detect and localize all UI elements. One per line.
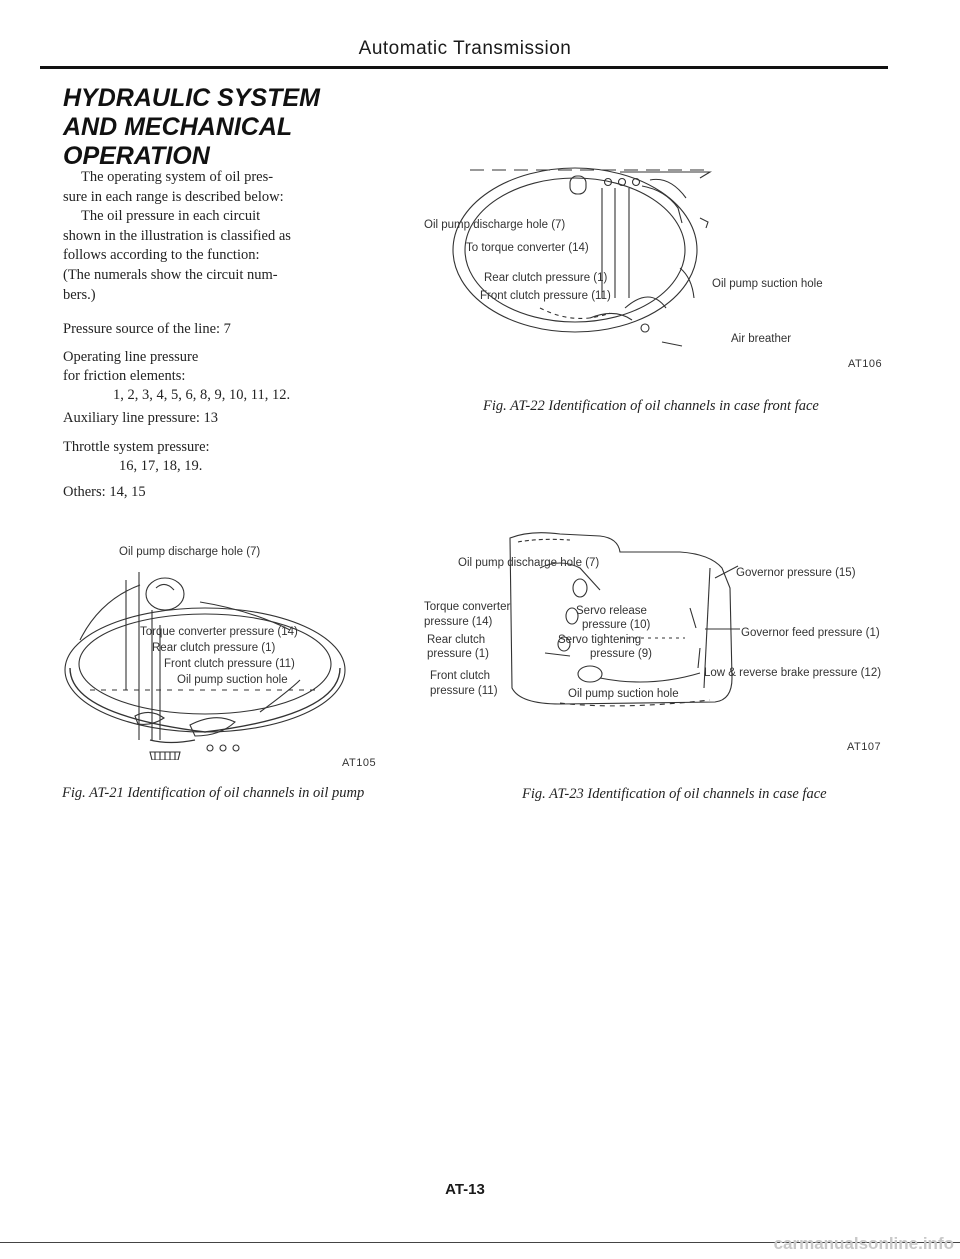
spec-source	[63, 320, 363, 339]
label-air-breather: Air breather	[731, 333, 792, 345]
label-oil-pump-discharge: Oil pump discharge hole (7)	[424, 219, 566, 231]
label-servo-release-pressure: pressure (10)	[582, 619, 651, 631]
label-governor-pressure: Governor pressure (15)	[736, 567, 856, 579]
figure-caption: Fig. AT-21 Identification of oil channels in oil pump	[62, 785, 365, 801]
label-low-reverse-brake-pressure: Low & reverse brake pressure (12)	[704, 667, 882, 679]
section-title-line: OPERATION	[63, 142, 210, 170]
watermark: carmanualsonline.info	[773, 1234, 954, 1253]
label-front-clutch-pressure: Front clutch pressure (11)	[480, 290, 611, 302]
section-title-line: AND MECHANICAL	[63, 113, 293, 141]
label-rear-clutch-pressure: pressure (1)	[427, 648, 489, 660]
figure-code: AT107	[847, 741, 882, 753]
label-servo-release: Servo release	[576, 605, 647, 617]
running-header: Automatic Transmission	[358, 38, 572, 59]
page-number: AT-13	[445, 1181, 485, 1198]
spec-operating	[63, 348, 363, 405]
spec-value: 16, 17, 18, 19.	[119, 458, 203, 474]
header-rule	[40, 66, 888, 69]
label-oil-pump-suction: Oil pump suction hole	[568, 688, 679, 700]
spec-value: 13	[203, 410, 219, 426]
intro-line: shown in the illustration is classified as	[63, 227, 291, 244]
intro-line: sure in each range is described below:	[63, 188, 284, 205]
spec-label: Operating line pressure	[63, 349, 199, 365]
spec-others	[63, 483, 363, 502]
label-rear-clutch-pressure: Rear clutch pressure (1)	[484, 272, 608, 284]
intro-paragraph	[63, 168, 325, 305]
case-face-illustration	[500, 528, 745, 708]
figure-code: AT106	[848, 358, 883, 370]
intro-line: follows according to the function:	[63, 247, 260, 264]
spec-label: Pressure source of the line:	[63, 321, 221, 337]
intro-line: The oil pressure in each circuit	[81, 208, 261, 225]
label-torque-converter-pressure: Torque converter pressure (14)	[140, 626, 298, 638]
spec-label: Throttle system pressure:	[63, 439, 210, 455]
label-torque-converter: Torque converter	[424, 601, 511, 613]
figure-code: AT105	[342, 757, 377, 769]
spec-value: 14, 15	[109, 484, 146, 500]
label-oil-pump-discharge: Oil pump discharge hole (7)	[458, 557, 600, 569]
label-oil-pump-suction: Oil pump suction hole	[177, 674, 288, 686]
figure-caption: Fig. AT-22 Identification of oil channels in case front face	[483, 398, 819, 414]
spec-label: for friction elements:	[63, 368, 186, 384]
label-front-clutch-pressure: pressure (11)	[430, 685, 498, 697]
spec-value: 1, 2, 3, 4, 5, 6, 8, 9, 10, 11, 12.	[113, 387, 291, 403]
case-front-face-illustration	[410, 158, 740, 358]
section-title-line: HYDRAULIC SYSTEM	[63, 84, 320, 112]
label-rear-clutch-pressure: Rear clutch pressure (1)	[152, 642, 276, 654]
label-front-clutch-pressure: Front clutch pressure (11)	[164, 658, 295, 670]
figure-caption: Fig. AT-23 Identification of oil channels in case face	[522, 786, 827, 802]
intro-line: bers.)	[63, 286, 96, 303]
label-oil-pump-suction: Oil pump suction hole	[712, 278, 823, 290]
label-to-torque-converter: To torque converter (14)	[466, 242, 589, 254]
label-oil-pump-discharge: Oil pump discharge hole (7)	[119, 546, 261, 558]
intro-line: The operating system of oil pres-	[81, 169, 274, 185]
label-front-clutch: Front clutch	[430, 670, 491, 682]
spec-label: Others:	[63, 484, 106, 500]
spec-auxiliary	[63, 409, 363, 428]
label-governor-feed-pressure: Governor feed pressure (1)	[741, 627, 880, 639]
label-servo-tightening: Servo tightening	[558, 634, 642, 646]
spec-label: Auxiliary line pressure:	[63, 410, 200, 426]
label-servo-tightening-pressure: pressure (9)	[590, 648, 652, 660]
spec-value: 7	[223, 321, 231, 337]
label-torque-converter-pressure: pressure (14)	[424, 616, 493, 628]
section-title	[63, 84, 363, 171]
spec-throttle	[63, 438, 363, 476]
intro-line: (The numerals show the circuit num-	[63, 266, 278, 283]
label-rear-clutch: Rear clutch	[427, 634, 486, 646]
